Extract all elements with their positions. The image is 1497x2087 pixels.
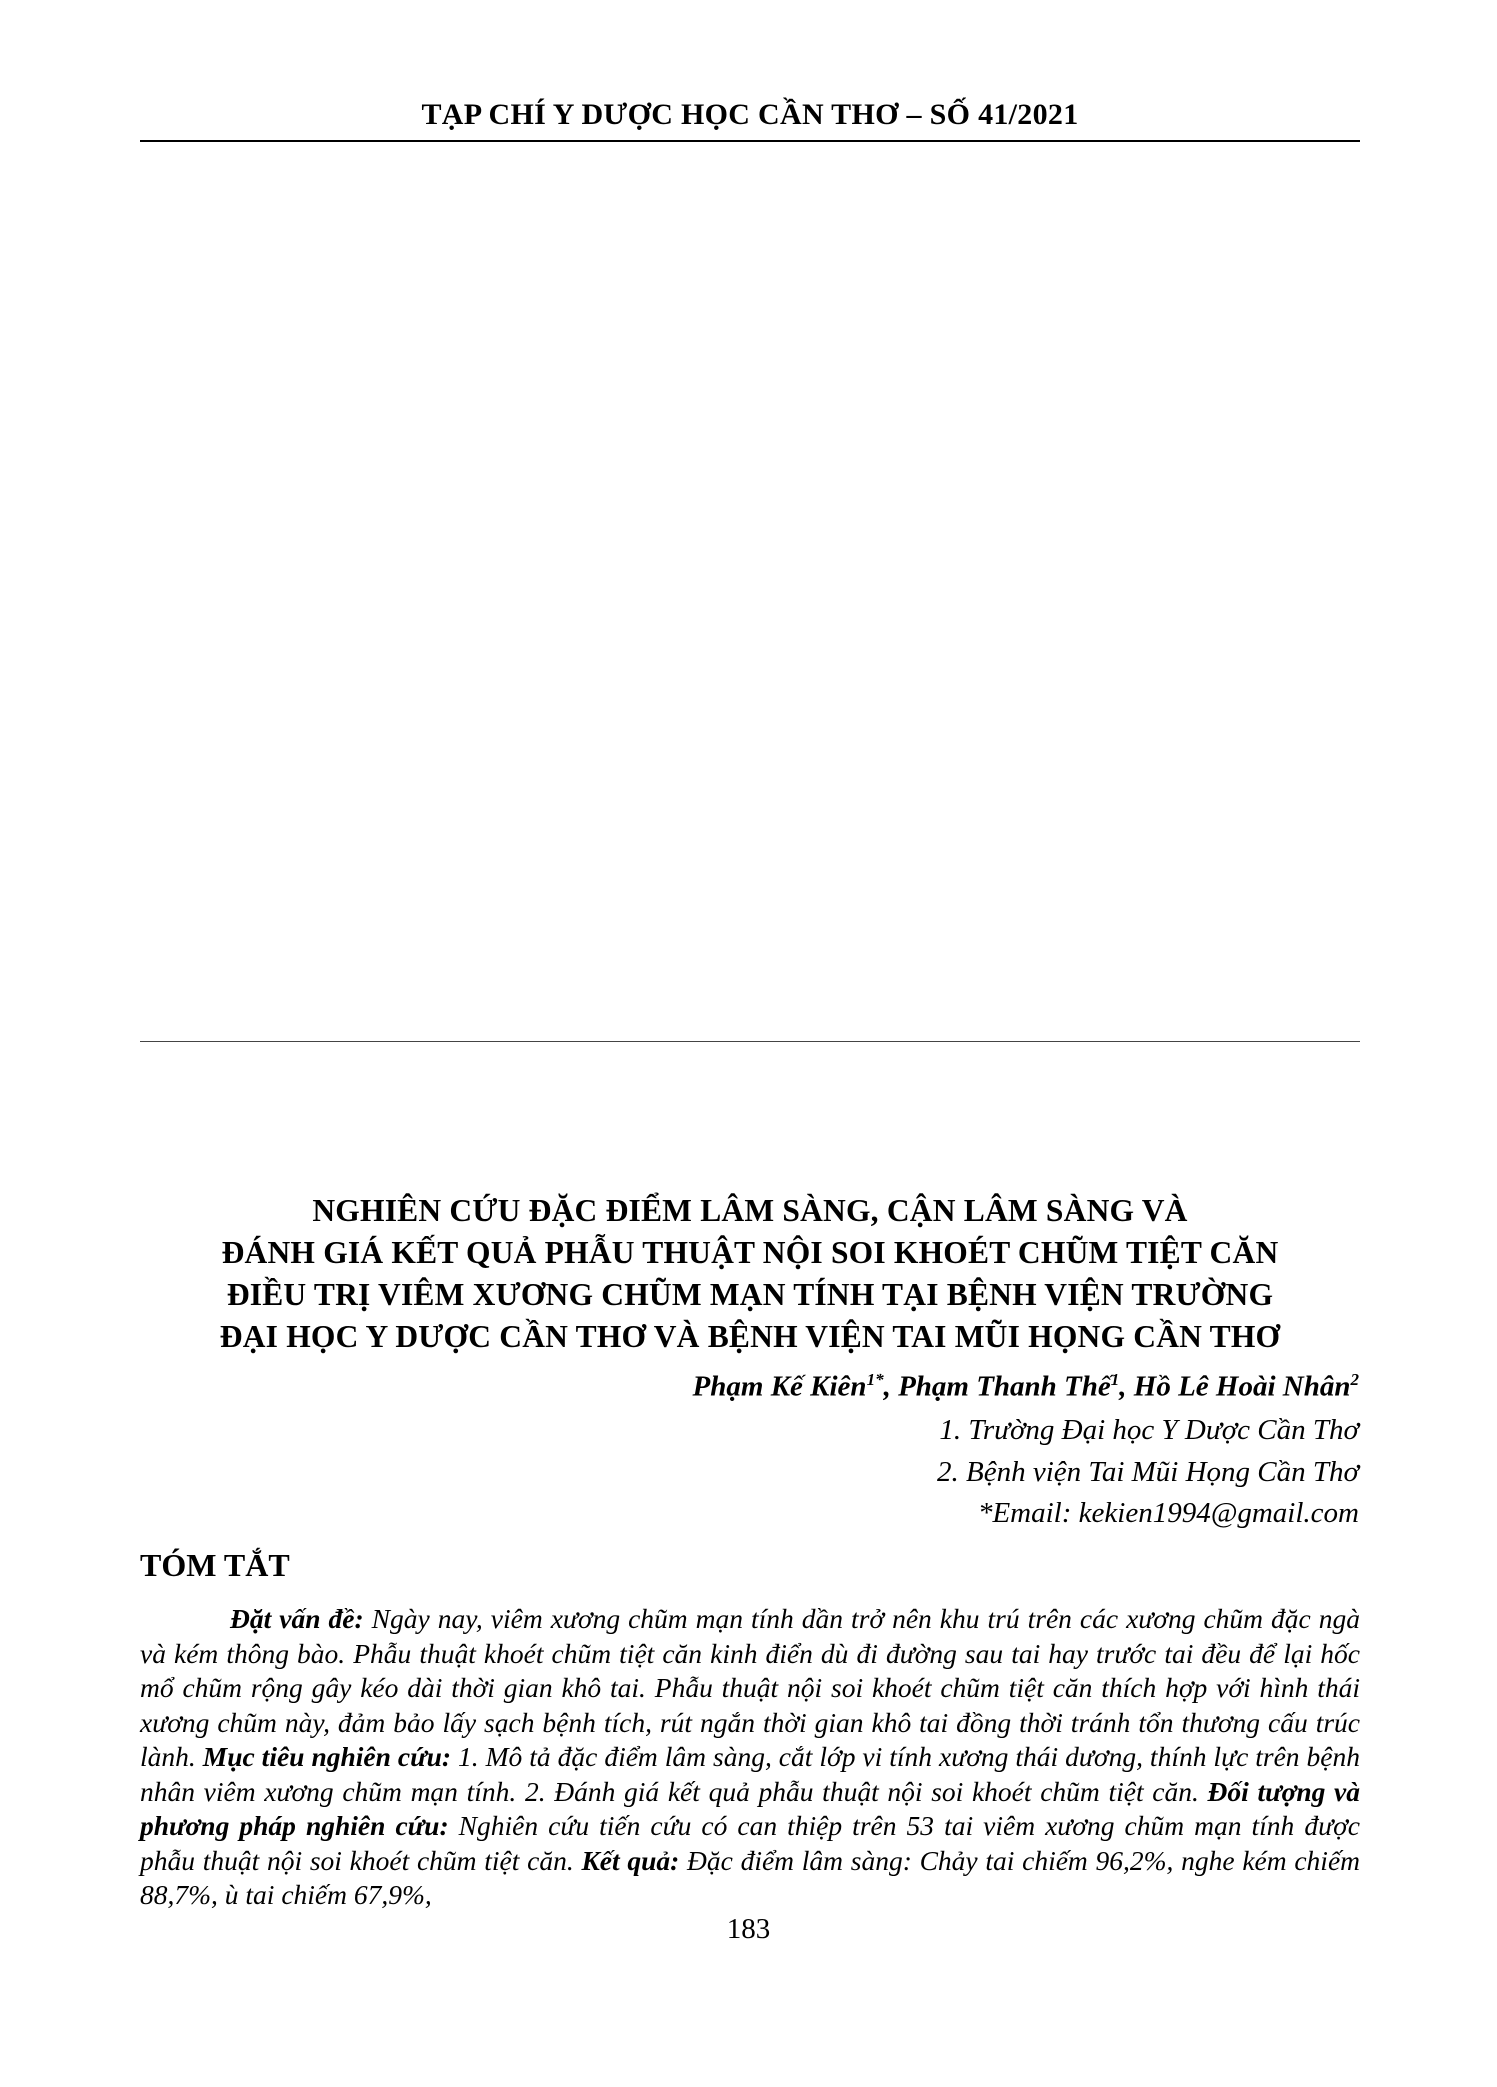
author-name: Phạm Thanh Thế	[898, 1370, 1111, 1403]
label-background: Đặt vấn đề:	[230, 1603, 364, 1634]
corresponding-email: *Email: kekien1994@gmail.com	[977, 1497, 1359, 1529]
title-line: NGHIÊN CỨU ĐẶC ĐIỂM LÂM SÀNG, CẬN LÂM SÀNG VÀ	[312, 1193, 1188, 1228]
label-objectives: Mục tiêu nghiên cứu:	[202, 1741, 452, 1772]
author-name: Hồ Lê Hoài Nhân	[1133, 1370, 1351, 1403]
author-list	[693, 1370, 1359, 1404]
methods-text: Nghiên cứu tiến cứu có can thiệp trên 53 tai viêm xương chũm mạn tính được phẫu thuật nội soi khoét chũm tiệt căn.	[140, 1810, 1360, 1876]
author-superscript: 1	[1110, 1370, 1120, 1389]
label-methods: Đối tượng và phương pháp nghiên cứu:	[140, 1775, 1361, 1841]
author-name: Phạm Kế Kiên	[692, 1370, 867, 1403]
journal-header: TẠP CHÍ Y DƯỢC HỌC CẦN THƠ – SỐ 41/2021	[421, 98, 1079, 131]
objectives-text: 1. Mô tả đặc điểm lâm sàng, cắt lớp vi tính xương thái dương, thính lực trên bệnh nhân viêm xương chũm mạn tính. 2. Đánh giá kết quả phẫu thuật nội soi khoét chũm tiệt căn.	[140, 1741, 1360, 1807]
article-title	[140, 1190, 1360, 1358]
results-text: Đặc điểm lâm sàng: Chảy tai chiếm 96,2%, nghe kém chiếm 88,7%, ù tai chiếm 67,9%,	[140, 1844, 1361, 1910]
abstract-heading: TÓM TẮT	[140, 1547, 290, 1583]
author-separator: ,	[1119, 1370, 1134, 1403]
section-divider	[140, 1041, 1360, 1042]
title-line: ĐIỀU TRỊ VIÊM XƯƠNG CHŨM MẠN TÍNH TẠI BỆNH VIỆN TRƯỜNG	[226, 1277, 1274, 1312]
affiliation-1: 1. Trường Đại học Y Dược Cần Thơ	[939, 1414, 1359, 1446]
label-results: Kết quả:	[581, 1844, 680, 1876]
author-separator: ,	[883, 1370, 899, 1403]
background-text: Ngày nay, viêm xương chũm mạn tính dần trở nên khu trú trên các xương chũm đặc ngà và kém thông bào. Phẫu thuật khoét chũm tiệt căn kinh điển dù đi đường sau tai hay trước tai đều để lại hốc mổ chũm rộng gây kéo dài thời gian khô tai. Phẫu thuật nội soi khoét chũm tiệt căn thích hợp với hình thái xương chũm này, đảm bảo lấy sạch bệnh tích, rút ngắn thời gian khô tai đồng thời tránh tổn thương cấu trúc lành.	[140, 1603, 1360, 1772]
abstract-body	[140, 1602, 1360, 1913]
title-line: ĐÁNH GIÁ KẾT QUẢ PHẪU THUẬT NỘI SOI KHOÉT CHŨM TIỆT CĂN	[221, 1235, 1279, 1270]
title-line: ĐẠI HỌC Y DƯỢC CẦN THƠ VÀ BỆNH VIỆN TAI MŨI HỌNG CẦN THƠ	[219, 1319, 1281, 1354]
affiliation-2: 2. Bệnh viện Tai Mũi Họng Cần Thơ	[936, 1456, 1359, 1488]
page-number: 183	[726, 1913, 771, 1945]
author-superscript: 2	[1350, 1370, 1359, 1389]
author-superscript: 1*	[866, 1370, 884, 1389]
header-rule	[140, 140, 1360, 142]
